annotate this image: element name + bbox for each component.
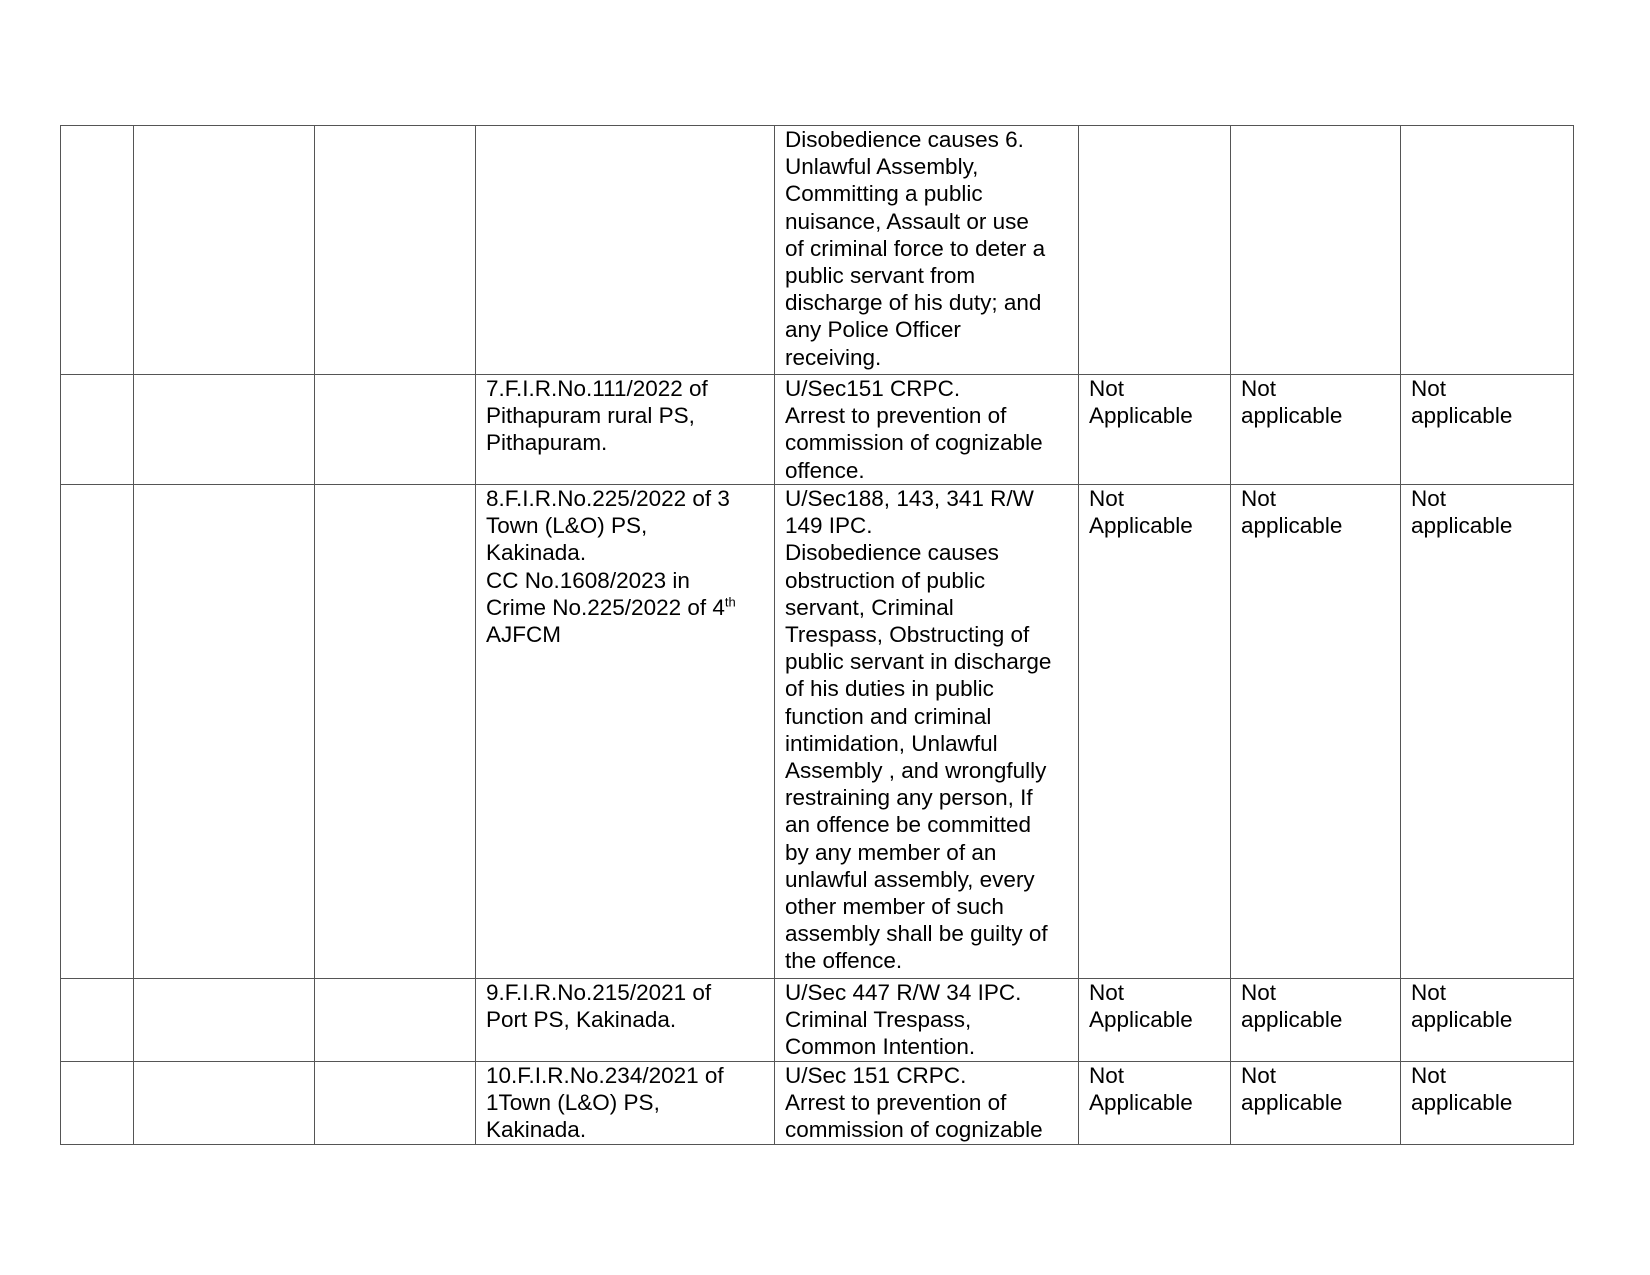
serial-cell: [61, 485, 134, 979]
fir-cell: [476, 485, 775, 979]
status-line: Not: [1089, 980, 1125, 1005]
section-line: Arrest to prevention of: [785, 1090, 1007, 1116]
status-cell: [1401, 979, 1574, 1062]
status-line: Not: [1411, 376, 1447, 401]
fir-line: 1Town (L&O) PS,: [486, 1090, 660, 1116]
status-line: Not: [1411, 486, 1447, 511]
serial-cell: [61, 375, 134, 485]
detail-cell: [315, 979, 476, 1062]
status-cell: [1231, 485, 1401, 979]
section-line: servant, Criminal: [785, 594, 954, 620]
status-line: applicable: [1241, 513, 1343, 539]
section-line: Trespass, Obstructing of: [785, 622, 1030, 648]
section-line: commission of cognizable: [785, 1117, 1043, 1143]
section-line: Arrest to prevention of: [785, 403, 1007, 429]
fir-cell: [476, 1062, 775, 1145]
detail-cell: [315, 375, 476, 485]
status-line: Not: [1241, 1063, 1277, 1088]
section-line: function and criminal: [785, 703, 992, 729]
table-row: [61, 485, 1574, 979]
section-line: Committing a public: [785, 181, 983, 207]
fir-line: 7.F.I.R.No.111/2022 of: [486, 376, 708, 401]
section-line: assembly shall be guilty of: [785, 921, 1048, 947]
fir-cell: [476, 979, 775, 1062]
status-line: applicable: [1411, 403, 1513, 429]
case-details-table: [60, 125, 1574, 1145]
table-row: [61, 1062, 1574, 1145]
fir-cell: [476, 126, 775, 375]
fir-line-text: Crime No.225/2022 of 4: [486, 594, 725, 620]
status-cell: [1231, 1062, 1401, 1145]
status-line: applicable: [1241, 403, 1343, 429]
name-cell: [134, 126, 315, 375]
status-line: applicable: [1411, 1090, 1513, 1116]
section-line: Disobedience causes 6.: [785, 127, 1024, 152]
status-line: Not: [1241, 376, 1277, 401]
detail-cell: [315, 485, 476, 979]
section-line: nuisance, Assault or use: [785, 208, 1029, 234]
status-line: applicable: [1411, 1007, 1513, 1033]
status-line: Not: [1241, 980, 1277, 1005]
section-line: intimidation, Unlawful: [785, 730, 998, 756]
status-line: Not: [1411, 980, 1447, 1005]
serial-cell: [61, 126, 134, 375]
fir-line: Town (L&O) PS,: [486, 513, 648, 539]
section-line: obstruction of public: [785, 567, 986, 593]
status-cell: [1079, 1062, 1231, 1145]
fir-line: Pithapuram rural PS,: [486, 403, 695, 429]
status-cell: [1401, 126, 1574, 375]
status-line: Applicable: [1089, 1007, 1193, 1033]
section-cell: [775, 375, 1079, 485]
status-line: applicable: [1241, 1090, 1343, 1116]
table-row: [61, 375, 1574, 485]
section-line: an offence be committed: [785, 812, 1031, 838]
section-line: the offence.: [785, 948, 903, 974]
name-cell: [134, 485, 315, 979]
status-cell: [1079, 485, 1231, 979]
status-line: applicable: [1411, 513, 1513, 539]
status-cell: [1231, 375, 1401, 485]
section-line: public servant from: [785, 263, 976, 289]
section-line: restraining any person, If: [785, 785, 1033, 811]
status-cell: [1231, 126, 1401, 375]
status-line: Not: [1241, 486, 1277, 511]
section-line: any Police Officer: [785, 317, 961, 343]
section-cell: [775, 126, 1079, 375]
section-line: U/Sec151 CRPC.: [785, 376, 961, 401]
fir-line: Kakinada.: [486, 1117, 587, 1143]
status-cell: [1079, 375, 1231, 485]
detail-cell: [315, 126, 476, 375]
section-line: by any member of an: [785, 839, 997, 865]
section-line: Criminal Trespass,: [785, 1007, 972, 1033]
detail-cell: [315, 1062, 476, 1145]
section-line: U/Sec 447 R/W 34 IPC.: [785, 980, 1022, 1005]
name-cell: [134, 979, 315, 1062]
status-cell: [1079, 126, 1231, 375]
section-line: U/Sec188, 143, 341 R/W: [785, 486, 1034, 511]
status-line: Applicable: [1089, 1090, 1193, 1116]
section-cell: [775, 1062, 1079, 1145]
status-line: Not: [1089, 376, 1125, 401]
section-line: of his duties in public: [785, 676, 994, 702]
serial-cell: [61, 1062, 134, 1145]
fir-line: 9.F.I.R.No.215/2021 of: [486, 980, 712, 1005]
section-line: Unlawful Assembly,: [785, 154, 979, 180]
table-row: [61, 126, 1574, 375]
name-cell: [134, 375, 315, 485]
status-cell: [1401, 375, 1574, 485]
status-line: Not: [1411, 1063, 1447, 1088]
name-cell: [134, 1062, 315, 1145]
section-cell: [775, 979, 1079, 1062]
status-line: applicable: [1241, 1007, 1343, 1033]
section-line: U/Sec 151 CRPC.: [785, 1063, 967, 1088]
section-line: public servant in discharge: [785, 649, 1052, 675]
section-line: Disobedience causes: [785, 540, 999, 566]
fir-line: Pithapuram.: [486, 430, 608, 456]
section-line: commission of cognizable: [785, 430, 1043, 456]
status-cell: [1079, 979, 1231, 1062]
fir-line: Kakinada.: [486, 540, 587, 566]
section-line: of criminal force to deter a: [785, 235, 1046, 261]
status-line: Applicable: [1089, 403, 1193, 429]
fir-line: Port PS, Kakinada.: [486, 1007, 677, 1033]
status-cell: [1401, 1062, 1574, 1145]
fir-line: 8.F.I.R.No.225/2022 of 3: [486, 486, 730, 511]
section-line: offence.: [785, 457, 865, 483]
section-line: receiving.: [785, 344, 882, 370]
section-line: 149 IPC.: [785, 513, 873, 539]
section-line: other member of such: [785, 894, 1004, 920]
section-line: unlawful assembly, every: [785, 866, 1035, 892]
fir-line: 10.F.I.R.No.234/2021 of: [486, 1063, 724, 1088]
status-line: Not: [1089, 1063, 1125, 1088]
fir-line: CC No.1608/2023 in: [486, 567, 690, 593]
status-line: Applicable: [1089, 513, 1193, 539]
fir-line: AJFCM: [486, 622, 561, 648]
section-line: Assembly , and wrongfully: [785, 758, 1047, 784]
fir-cell: [476, 375, 775, 485]
table-row: [61, 979, 1574, 1062]
section-cell: [775, 485, 1079, 979]
status-cell: [1401, 485, 1574, 979]
section-line: Common Intention.: [785, 1034, 976, 1060]
ordinal-superscript: th: [724, 594, 736, 610]
serial-cell: [61, 979, 134, 1062]
status-cell: [1231, 979, 1401, 1062]
section-line: discharge of his duty; and: [785, 290, 1042, 316]
fir-line: [486, 594, 764, 621]
status-line: Not: [1089, 486, 1125, 511]
